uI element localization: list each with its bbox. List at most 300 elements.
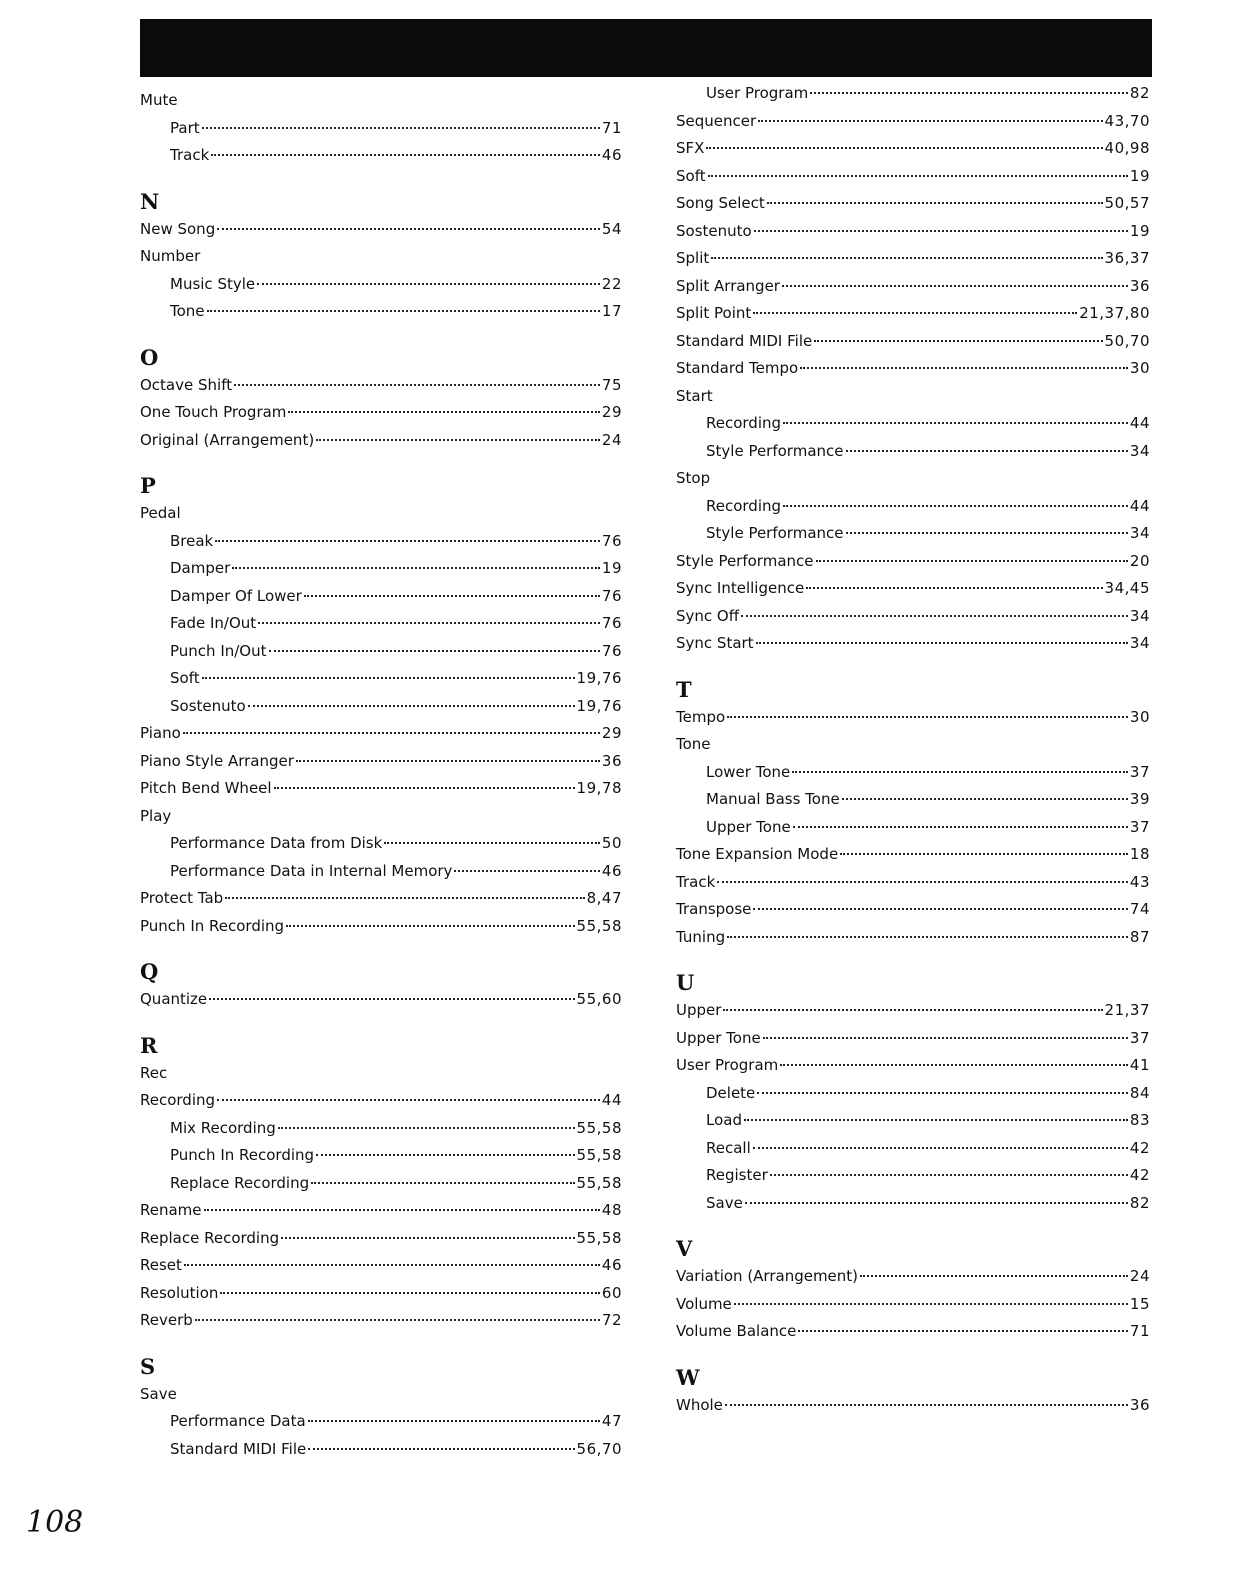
index-term: User Program bbox=[706, 84, 809, 102]
index-term: New Song bbox=[140, 219, 216, 238]
index-term: Save bbox=[140, 1384, 177, 1403]
index-page-ref: 43 bbox=[1129, 872, 1150, 891]
index-entry bbox=[676, 704, 1150, 732]
index-term: Lower Tone bbox=[706, 762, 791, 781]
dot-leader bbox=[798, 1330, 1128, 1332]
dot-leader bbox=[780, 1064, 1128, 1066]
index-term: Soft bbox=[676, 166, 706, 185]
index-term: Recording bbox=[706, 496, 782, 515]
index-term: Style Performance bbox=[706, 441, 844, 460]
dot-leader bbox=[204, 1209, 600, 1211]
index-page-ref: 46 bbox=[601, 861, 622, 880]
dot-leader bbox=[753, 1147, 1128, 1149]
index-term: Reset bbox=[140, 1256, 182, 1274]
index-subentry bbox=[140, 1115, 622, 1143]
index-term: Punch In/Out bbox=[170, 641, 267, 660]
dot-leader bbox=[741, 615, 1128, 617]
index-subentry bbox=[140, 665, 622, 693]
dot-leader bbox=[454, 870, 599, 872]
index-page-ref: 42 bbox=[1129, 1138, 1150, 1157]
index-entry bbox=[140, 1307, 622, 1335]
index-term: Delete bbox=[706, 1083, 756, 1102]
index-page-ref: 36 bbox=[601, 751, 622, 770]
index-term: Tone bbox=[170, 302, 205, 320]
index-entry bbox=[140, 1087, 622, 1115]
index-page-ref: 21,37 bbox=[1104, 1001, 1150, 1019]
dot-leader bbox=[846, 450, 1128, 452]
index-entry bbox=[676, 273, 1150, 301]
dot-leader bbox=[384, 842, 600, 844]
index-subentry bbox=[676, 80, 1150, 108]
index-page-ref: 30 bbox=[1129, 707, 1150, 726]
index-entry bbox=[140, 1280, 622, 1308]
index-entry bbox=[676, 1052, 1150, 1080]
index-page-ref: 22 bbox=[601, 274, 622, 293]
index-term: Tone bbox=[676, 735, 711, 753]
index-term: Part bbox=[170, 118, 200, 137]
index-page-ref: 19 bbox=[1129, 221, 1150, 240]
index-page-ref: 76 bbox=[601, 531, 622, 550]
index-entry bbox=[676, 603, 1150, 631]
index-term: One Touch Program bbox=[140, 403, 287, 421]
dot-leader bbox=[316, 439, 600, 441]
index-page-ref: 55,58 bbox=[576, 1118, 622, 1137]
index-term: Rec bbox=[140, 1063, 168, 1082]
index-entry bbox=[676, 355, 1150, 383]
index-letter-heading: S bbox=[140, 1353, 156, 1379]
index-page-ref: 39 bbox=[1129, 790, 1150, 808]
dot-leader bbox=[215, 540, 600, 542]
index-subentry bbox=[140, 1436, 622, 1464]
index-term: Song Select bbox=[676, 194, 765, 212]
dot-leader bbox=[209, 998, 574, 1000]
dot-leader bbox=[767, 202, 1103, 204]
index-subentry bbox=[140, 1408, 622, 1436]
index-entry bbox=[140, 1225, 622, 1253]
index-page-ref: 34 bbox=[1129, 634, 1150, 652]
index-term: Start bbox=[676, 386, 713, 405]
index-subentry bbox=[676, 759, 1150, 787]
dot-leader bbox=[281, 1237, 574, 1239]
index-term: Octave Shift bbox=[140, 375, 233, 394]
index-term: SFX bbox=[676, 139, 705, 157]
index-term: Save bbox=[706, 1193, 743, 1212]
index-page-ref: 29 bbox=[601, 724, 622, 742]
index-entry bbox=[676, 190, 1150, 218]
index-term: Sostenuto bbox=[170, 696, 246, 715]
index-letter-heading: O bbox=[140, 344, 159, 370]
index-page-ref: 37 bbox=[1129, 762, 1150, 781]
index-letter-heading: N bbox=[140, 188, 160, 214]
dot-leader bbox=[840, 853, 1128, 855]
dot-leader bbox=[717, 881, 1128, 883]
index-page-ref: 18 bbox=[1129, 845, 1150, 863]
index-page-ref: 44 bbox=[601, 1091, 622, 1109]
index-page-ref: 46 bbox=[601, 1256, 622, 1274]
index-letter-heading: P bbox=[140, 473, 156, 498]
index-page-ref: 76 bbox=[601, 614, 622, 632]
index-entry bbox=[676, 548, 1150, 576]
index-page-ref: 37 bbox=[1129, 817, 1150, 836]
dot-leader bbox=[202, 677, 575, 679]
index-term: Original (Arrangement) bbox=[140, 430, 315, 449]
index-letter-heading: W bbox=[676, 1364, 700, 1390]
index-page-ref: 34,45 bbox=[1104, 579, 1150, 597]
dot-leader bbox=[754, 230, 1128, 232]
index-subentry bbox=[140, 298, 622, 326]
index-term: Pedal bbox=[140, 504, 181, 522]
index-term: Sequencer bbox=[676, 111, 757, 130]
index-subentry bbox=[140, 858, 622, 886]
index-entry bbox=[140, 500, 622, 528]
index-term: Replace Recording bbox=[140, 1228, 280, 1247]
index-term: Pitch Bend Wheel bbox=[140, 779, 272, 797]
dot-leader bbox=[842, 798, 1128, 800]
index-page-ref: 19,76 bbox=[576, 669, 622, 687]
index-term: Tempo bbox=[676, 707, 726, 726]
dot-leader bbox=[211, 154, 600, 156]
index-page-ref: 36,37 bbox=[1104, 249, 1150, 267]
index-subentry bbox=[676, 438, 1150, 466]
index-subentry bbox=[676, 1162, 1150, 1190]
index-entry bbox=[676, 1318, 1150, 1346]
index-entry bbox=[140, 913, 622, 941]
index-letter-heading: Q bbox=[140, 959, 159, 984]
dot-leader bbox=[783, 505, 1128, 507]
index-entry bbox=[676, 1025, 1150, 1053]
index-term: Whole bbox=[676, 1395, 723, 1414]
index-subentry bbox=[140, 610, 622, 638]
index-page-ref: 29 bbox=[601, 403, 622, 421]
index-page-ref: 19 bbox=[1129, 166, 1150, 185]
index-term: Split bbox=[676, 249, 710, 267]
index-subentry bbox=[140, 115, 622, 143]
dot-leader bbox=[753, 312, 1077, 314]
index-page-ref: 36 bbox=[1129, 276, 1150, 295]
index-page-ref: 15 bbox=[1129, 1294, 1150, 1313]
index-page-ref: 71 bbox=[1129, 1322, 1150, 1340]
index-page-ref: 50 bbox=[601, 834, 622, 852]
dot-leader bbox=[257, 283, 600, 285]
index-term: Sync Off bbox=[676, 606, 740, 625]
index-term: Soft bbox=[170, 669, 200, 687]
dot-leader bbox=[816, 560, 1128, 562]
index-page-ref: 20 bbox=[1129, 551, 1150, 570]
index-entry bbox=[676, 575, 1150, 603]
index-entry bbox=[140, 427, 622, 455]
index-entry bbox=[676, 1263, 1150, 1291]
index-letter-heading: T bbox=[676, 676, 692, 702]
index-term: Upper bbox=[676, 1001, 722, 1019]
dot-leader bbox=[207, 310, 600, 312]
index-term: Transpose bbox=[676, 900, 752, 918]
dot-leader bbox=[316, 1154, 575, 1156]
index-term: Mix Recording bbox=[170, 1118, 276, 1137]
index-entry bbox=[676, 630, 1150, 658]
dot-leader bbox=[806, 587, 1102, 589]
dot-leader bbox=[770, 1174, 1128, 1176]
dot-leader bbox=[217, 228, 600, 230]
dot-leader bbox=[278, 1127, 575, 1129]
index-term: Upper Tone bbox=[676, 1028, 761, 1047]
index-page-ref: 55,58 bbox=[576, 1173, 622, 1192]
index-entry bbox=[140, 1197, 622, 1225]
index-page-ref: 76 bbox=[601, 641, 622, 660]
index-page-ref: 87 bbox=[1129, 927, 1150, 946]
index-entry bbox=[140, 1252, 622, 1280]
dot-leader bbox=[311, 1182, 574, 1184]
index-term: Music Style bbox=[170, 274, 256, 293]
index-subentry bbox=[140, 1170, 622, 1198]
index-term: Sostenuto bbox=[676, 221, 752, 240]
dot-leader bbox=[225, 897, 584, 899]
dot-leader bbox=[220, 1292, 600, 1294]
dot-leader bbox=[793, 826, 1128, 828]
index-page-ref: 82 bbox=[1129, 84, 1150, 102]
index-subentry bbox=[140, 693, 622, 721]
index-term: Piano Style Arranger bbox=[140, 751, 294, 770]
index-page-ref: 41 bbox=[1129, 1056, 1150, 1074]
index-term: Split Arranger bbox=[676, 276, 780, 295]
dot-leader bbox=[286, 925, 575, 927]
dot-leader bbox=[792, 771, 1128, 773]
index-page-ref: 34 bbox=[1129, 524, 1150, 542]
index-subentry bbox=[140, 583, 622, 611]
index-entry bbox=[676, 997, 1150, 1025]
dot-leader bbox=[753, 908, 1128, 910]
index-page-ref: 55,58 bbox=[576, 1228, 622, 1247]
index-page-ref: 42 bbox=[1129, 1166, 1150, 1184]
index-entry bbox=[140, 216, 622, 244]
index-page-ref: 34 bbox=[1129, 606, 1150, 625]
index-term: Tone Expansion Mode bbox=[676, 845, 839, 863]
index-page-ref: 55,58 bbox=[576, 1146, 622, 1164]
index-entry bbox=[140, 1060, 622, 1088]
index-entry bbox=[676, 896, 1150, 924]
index-page-ref: 40,98 bbox=[1104, 139, 1150, 157]
index-term: Replace Recording bbox=[170, 1173, 310, 1192]
index-page-ref: 36 bbox=[1129, 1395, 1150, 1414]
index-page-ref: 75 bbox=[601, 375, 622, 394]
index-letter-heading: U bbox=[676, 970, 695, 995]
dot-leader bbox=[727, 936, 1128, 938]
dot-leader bbox=[734, 1303, 1128, 1305]
index-subentry bbox=[676, 1107, 1150, 1135]
dot-leader bbox=[763, 1037, 1128, 1039]
dot-leader bbox=[783, 422, 1128, 424]
index-subentry bbox=[140, 142, 622, 170]
dot-leader bbox=[860, 1275, 1128, 1277]
index-entry bbox=[140, 885, 622, 913]
index-subentry bbox=[676, 410, 1150, 438]
index-column-left bbox=[140, 87, 622, 1463]
dot-leader bbox=[756, 642, 1128, 644]
index-entry bbox=[140, 986, 622, 1014]
index-entry bbox=[676, 924, 1150, 952]
dot-leader bbox=[296, 760, 600, 762]
dot-leader bbox=[744, 1119, 1128, 1121]
index-subentry bbox=[676, 1135, 1150, 1163]
index-subentry bbox=[676, 1190, 1150, 1218]
index-subentry bbox=[140, 555, 622, 583]
index-term: Fade In/Out bbox=[170, 614, 257, 632]
index-page-ref: 56,70 bbox=[576, 1439, 622, 1458]
index-subentry bbox=[676, 1080, 1150, 1108]
index-term: Variation (Arrangement) bbox=[676, 1267, 859, 1285]
index-entry bbox=[676, 1392, 1150, 1420]
index-page-ref: 84 bbox=[1129, 1083, 1150, 1102]
index-entry bbox=[676, 465, 1150, 493]
index-term: Register bbox=[706, 1166, 768, 1184]
index-term: Mute bbox=[140, 91, 178, 109]
index-term: Rename bbox=[140, 1201, 202, 1219]
dot-leader bbox=[184, 1264, 600, 1266]
index-term: User Program bbox=[676, 1056, 779, 1074]
index-term: Recording bbox=[140, 1091, 216, 1109]
dot-leader bbox=[757, 1092, 1128, 1094]
index-page-ref: 60 bbox=[601, 1283, 622, 1302]
index-term: Manual Bass Tone bbox=[706, 790, 840, 808]
dot-leader bbox=[202, 127, 600, 129]
index-entry bbox=[676, 383, 1150, 411]
index-page-ref: 44 bbox=[1129, 496, 1150, 515]
index-term: Resolution bbox=[140, 1283, 219, 1302]
dot-leader bbox=[269, 650, 600, 652]
dot-leader bbox=[288, 411, 599, 413]
index-entry bbox=[676, 300, 1150, 328]
index-term: Stop bbox=[676, 469, 711, 487]
index-subentry bbox=[676, 814, 1150, 842]
index-entry bbox=[676, 841, 1150, 869]
index-term: Quantize bbox=[140, 990, 208, 1008]
index-term: Performance Data from Disk bbox=[170, 834, 383, 852]
index-page-ref: 19,76 bbox=[576, 696, 622, 715]
index-term: Punch In Recording bbox=[140, 916, 285, 935]
index-column-right bbox=[676, 80, 1150, 1419]
dot-leader bbox=[800, 367, 1128, 369]
index-page-ref: 46 bbox=[601, 146, 622, 164]
dot-leader bbox=[217, 1099, 600, 1101]
index-entry bbox=[676, 108, 1150, 136]
index-subentry bbox=[140, 830, 622, 858]
dot-leader bbox=[232, 567, 600, 569]
index-term: Sync Intelligence bbox=[676, 579, 805, 597]
index-entry bbox=[140, 243, 622, 271]
index-page-ref: 54 bbox=[601, 219, 622, 238]
index-term: Volume Balance bbox=[676, 1322, 797, 1340]
index-page-ref: 30 bbox=[1129, 359, 1150, 377]
dot-leader bbox=[745, 1202, 1128, 1204]
index-term: Track bbox=[676, 872, 716, 891]
dot-leader bbox=[708, 175, 1128, 177]
index-page-ref: 43,70 bbox=[1104, 111, 1150, 130]
index-term: Volume bbox=[676, 1294, 732, 1313]
index-page-ref: 24 bbox=[601, 430, 622, 449]
index-page-ref: 74 bbox=[1129, 900, 1150, 918]
index-entry bbox=[140, 87, 622, 115]
index-entry bbox=[676, 163, 1150, 191]
index-page-ref: 50,57 bbox=[1104, 194, 1150, 212]
dot-leader bbox=[758, 120, 1102, 122]
index-entry bbox=[140, 1381, 622, 1409]
index-term: Tuning bbox=[676, 927, 726, 946]
index-page-ref: 55,60 bbox=[576, 990, 622, 1008]
index-term: Break bbox=[170, 531, 214, 550]
index-letter-heading: V bbox=[676, 1236, 693, 1261]
index-entry bbox=[140, 720, 622, 748]
index-page-ref: 24 bbox=[1129, 1267, 1150, 1285]
index-entry bbox=[140, 775, 622, 803]
index-term: Load bbox=[706, 1111, 742, 1129]
index-term: Style Performance bbox=[676, 551, 814, 570]
dot-leader bbox=[308, 1420, 600, 1422]
dot-leader bbox=[723, 1009, 1102, 1011]
index-entry bbox=[140, 748, 622, 776]
dot-leader bbox=[711, 257, 1102, 259]
dot-leader bbox=[814, 340, 1102, 342]
index-subentry bbox=[676, 786, 1150, 814]
index-page-ref: 50,70 bbox=[1104, 331, 1150, 350]
index-entry bbox=[676, 135, 1150, 163]
index-page-ref: 8,47 bbox=[586, 889, 622, 907]
dot-leader bbox=[725, 1404, 1128, 1406]
index-term: Track bbox=[170, 146, 210, 164]
index-page-ref: 48 bbox=[601, 1201, 622, 1219]
index-page-ref: 44 bbox=[1129, 414, 1150, 432]
index-term: Damper Of Lower bbox=[170, 586, 302, 605]
dot-leader bbox=[846, 532, 1128, 534]
index-term: Recall bbox=[706, 1138, 751, 1157]
dot-leader bbox=[234, 384, 600, 386]
index-page-ref: 76 bbox=[601, 586, 622, 605]
index-page-ref: 19 bbox=[601, 559, 622, 577]
index-page-ref: 72 bbox=[601, 1311, 622, 1329]
index-entry bbox=[140, 372, 622, 400]
index-term: Sync Start bbox=[676, 634, 754, 652]
index-entry bbox=[676, 245, 1150, 273]
index-term: Reverb bbox=[140, 1311, 193, 1329]
index-page-ref: 82 bbox=[1129, 1193, 1150, 1212]
index-subentry bbox=[676, 520, 1150, 548]
dot-leader bbox=[706, 147, 1102, 149]
dot-leader bbox=[782, 285, 1128, 287]
dot-leader bbox=[248, 705, 575, 707]
index-term: Number bbox=[140, 247, 201, 265]
index-page-ref: 21,37,80 bbox=[1079, 304, 1150, 322]
index-subentry bbox=[140, 271, 622, 299]
index-term: Standard MIDI File bbox=[170, 1439, 307, 1458]
index-term: Performance Data bbox=[170, 1412, 306, 1430]
dot-leader bbox=[258, 622, 600, 624]
dot-leader bbox=[183, 732, 600, 734]
index-page-ref: 37 bbox=[1129, 1028, 1150, 1047]
index-term: Upper Tone bbox=[706, 817, 791, 836]
page-number: 108 bbox=[26, 1505, 84, 1540]
index-entry bbox=[140, 803, 622, 831]
index-subentry bbox=[676, 493, 1150, 521]
index-page-ref: 83 bbox=[1129, 1111, 1150, 1129]
index-entry bbox=[676, 328, 1150, 356]
index-term: Play bbox=[140, 806, 172, 825]
dot-leader bbox=[304, 595, 600, 597]
index-term: Piano bbox=[140, 724, 181, 742]
dot-leader bbox=[195, 1319, 600, 1321]
index-letter-heading: R bbox=[140, 1032, 158, 1058]
index-entry bbox=[676, 218, 1150, 246]
index-page-ref: 34 bbox=[1129, 441, 1150, 460]
dot-leader bbox=[810, 92, 1128, 94]
index-term: Punch In Recording bbox=[170, 1146, 315, 1164]
